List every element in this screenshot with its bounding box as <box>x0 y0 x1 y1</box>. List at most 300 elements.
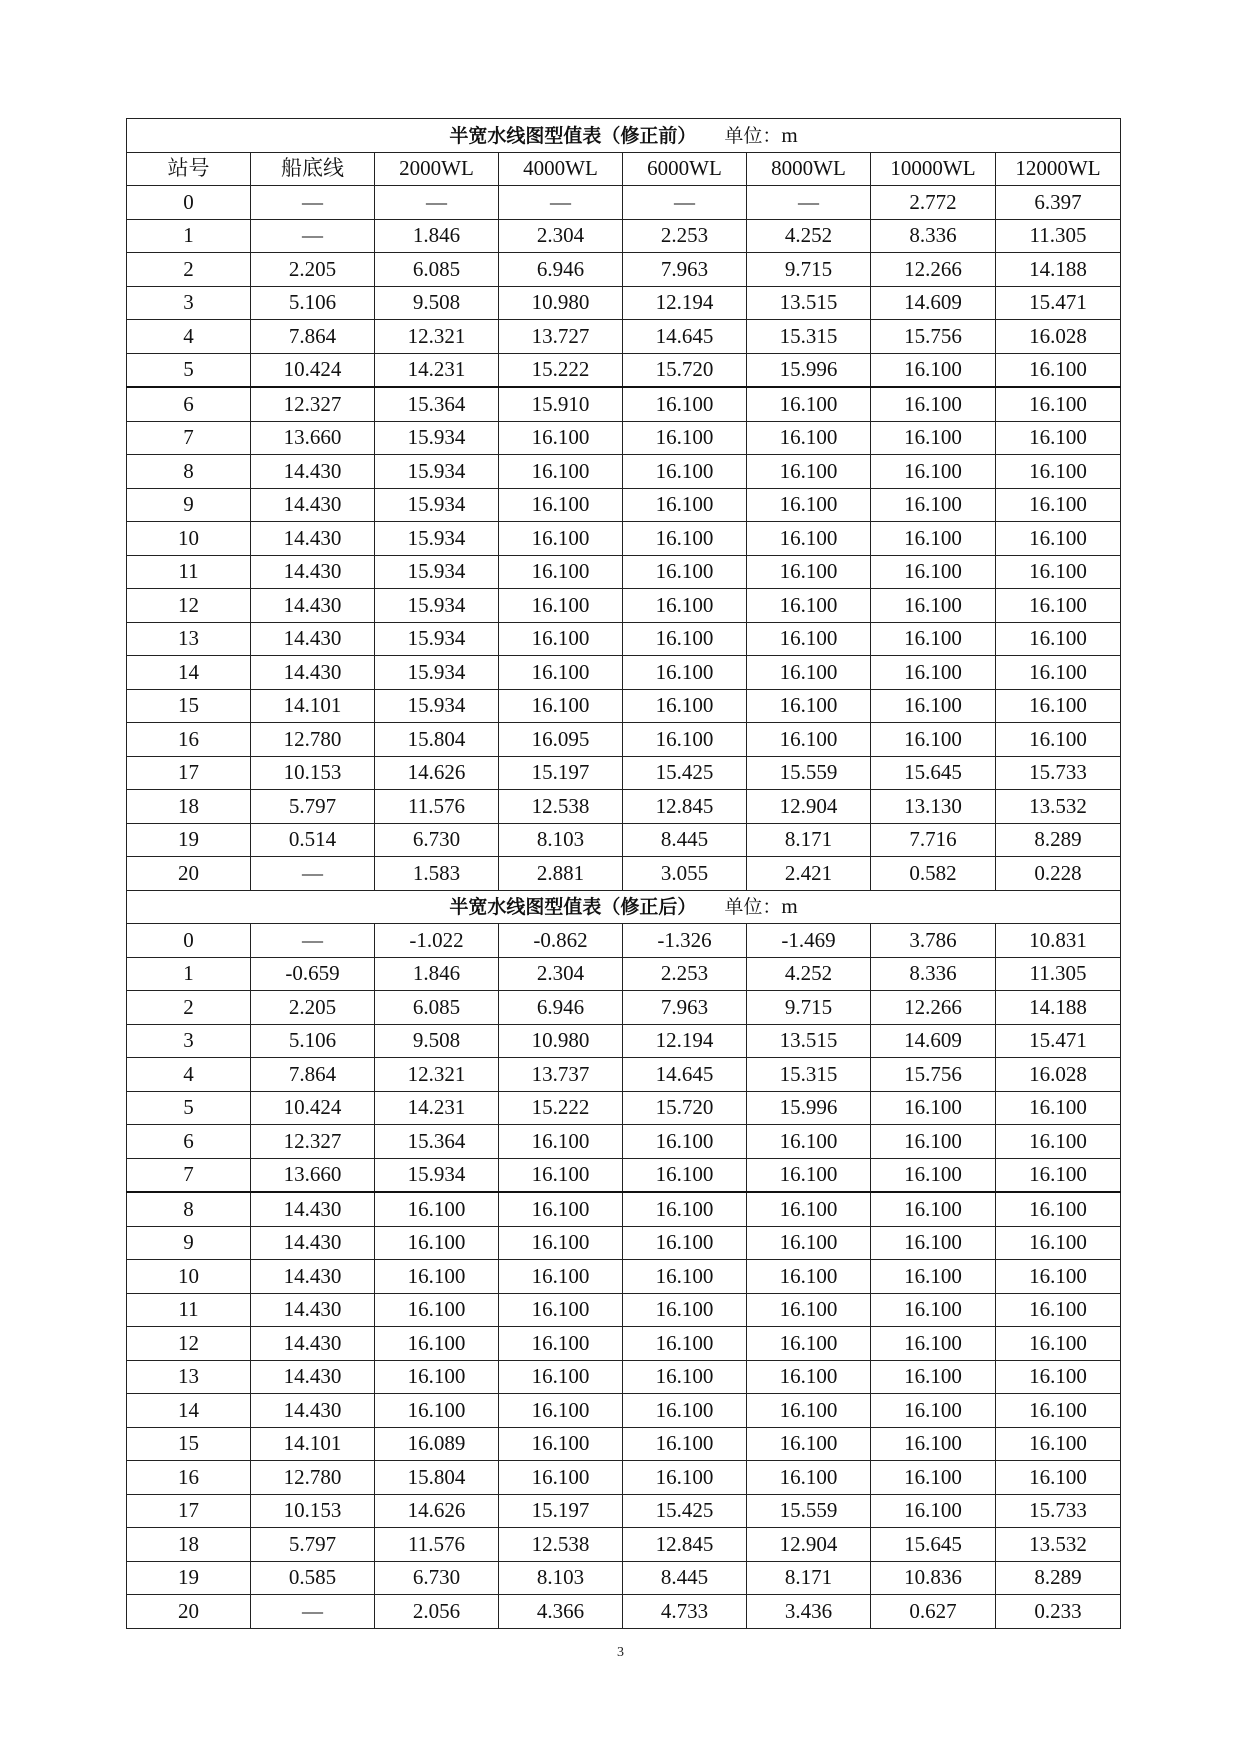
table-body <box>127 119 1121 1629</box>
table-row <box>127 957 1121 991</box>
table-row <box>127 823 1121 857</box>
offset-cell: 15.425 <box>623 756 747 790</box>
offset-cell: 13.737 <box>499 1058 623 1092</box>
offset-cell: 15.996 <box>747 1091 871 1125</box>
offset-cell: 8.336 <box>871 219 996 253</box>
offset-cell: 16.100 <box>623 1125 747 1159</box>
table-row <box>127 219 1121 253</box>
offset-cell: 11.305 <box>996 219 1121 253</box>
offset-cell: 16.100 <box>747 1461 871 1495</box>
offset-cell: 16.100 <box>996 1360 1121 1394</box>
offset-cell: — <box>747 186 871 220</box>
offset-cell: 16.100 <box>623 589 747 623</box>
offset-cell: 16.100 <box>996 1192 1121 1226</box>
offset-cell: 16.100 <box>871 1260 996 1294</box>
table-row <box>127 790 1121 824</box>
offset-cell: 16.100 <box>499 555 623 589</box>
offset-cell: 2.253 <box>623 219 747 253</box>
table-row <box>127 1293 1121 1327</box>
table1-unit: m <box>781 122 798 147</box>
offset-cell: 16.100 <box>747 1327 871 1361</box>
offset-cell: 16.100 <box>499 1461 623 1495</box>
offset-cell: 2.304 <box>499 219 623 253</box>
table-row <box>127 353 1121 387</box>
station-cell: 7 <box>127 421 251 455</box>
header-station: 站号 <box>127 152 251 186</box>
offset-cell: 16.100 <box>499 488 623 522</box>
station-cell: 13 <box>127 622 251 656</box>
offset-cell: 16.100 <box>499 656 623 690</box>
station-cell: 7 <box>127 1158 251 1192</box>
offset-cell: 14.626 <box>375 1494 499 1528</box>
offset-cell: 16.100 <box>499 689 623 723</box>
offset-cell: 15.934 <box>375 522 499 556</box>
offset-cell: 12.194 <box>623 286 747 320</box>
table-row <box>127 689 1121 723</box>
offset-cell: 12.845 <box>623 790 747 824</box>
offset-cell: 16.100 <box>747 1360 871 1394</box>
table1-header-row <box>127 152 1121 186</box>
offset-cell: 13.515 <box>747 1024 871 1058</box>
table-row <box>127 1595 1121 1629</box>
offset-cell: 8.445 <box>623 823 747 857</box>
table2-unit: m <box>781 894 798 919</box>
offset-cell: 15.934 <box>375 689 499 723</box>
offset-cell: 2.772 <box>871 186 996 220</box>
offset-cell: 16.100 <box>871 421 996 455</box>
station-cell: 2 <box>127 991 251 1025</box>
offset-cell: 15.645 <box>871 1528 996 1562</box>
offset-cell: 13.130 <box>871 790 996 824</box>
offset-cell: 14.609 <box>871 286 996 320</box>
station-cell: 0 <box>127 186 251 220</box>
offset-cell: 14.430 <box>251 1394 375 1428</box>
offset-cell: 16.028 <box>996 1058 1121 1092</box>
offset-cell: 15.934 <box>375 488 499 522</box>
table-row <box>127 857 1121 891</box>
offset-cell: 6.946 <box>499 991 623 1025</box>
offset-cell: 16.100 <box>375 1293 499 1327</box>
station-cell: 17 <box>127 1494 251 1528</box>
offset-cell: 14.430 <box>251 1327 375 1361</box>
offset-cell: -1.469 <box>747 924 871 958</box>
offset-cell: 14.231 <box>375 353 499 387</box>
offset-cell: 16.100 <box>871 387 996 421</box>
offset-cell: 0.585 <box>251 1561 375 1595</box>
offset-cell: 2.253 <box>623 957 747 991</box>
station-cell: 12 <box>127 1327 251 1361</box>
offset-cell: — <box>251 924 375 958</box>
offset-cell: 15.364 <box>375 387 499 421</box>
offset-cell: 16.100 <box>623 1293 747 1327</box>
station-cell: 9 <box>127 488 251 522</box>
offset-cell: 8.336 <box>871 957 996 991</box>
offset-cell: 8.103 <box>499 1561 623 1595</box>
offset-cell: 14.430 <box>251 1293 375 1327</box>
station-cell: 15 <box>127 689 251 723</box>
offset-cell: 16.100 <box>871 1494 996 1528</box>
offset-cell: 16.100 <box>747 555 871 589</box>
offset-cell: 16.100 <box>871 353 996 387</box>
station-cell: 12 <box>127 589 251 623</box>
offset-cell: 16.100 <box>747 689 871 723</box>
offset-cell: 0.233 <box>996 1595 1121 1629</box>
offset-cell: 14.430 <box>251 555 375 589</box>
offset-cell: 13.532 <box>996 1528 1121 1562</box>
table-row <box>127 1226 1121 1260</box>
offset-cell: 2.205 <box>251 253 375 287</box>
offset-cell: 0.228 <box>996 857 1121 891</box>
station-cell: 1 <box>127 957 251 991</box>
offset-cell: 3.436 <box>747 1595 871 1629</box>
offset-cell: 2.205 <box>251 991 375 1025</box>
offset-cell: 16.100 <box>623 656 747 690</box>
station-cell: 11 <box>127 1293 251 1327</box>
table-row <box>127 522 1121 556</box>
station-cell: 16 <box>127 1461 251 1495</box>
table-row <box>127 991 1121 1025</box>
offset-cell: 15.934 <box>375 455 499 489</box>
offset-cell: 16.100 <box>871 1327 996 1361</box>
offset-cell: 16.100 <box>623 1394 747 1428</box>
offset-cell: 16.100 <box>996 488 1121 522</box>
offset-cell: 14.645 <box>623 1058 747 1092</box>
offset-cell: 11.576 <box>375 790 499 824</box>
offset-cell: 6.730 <box>375 823 499 857</box>
offsets-table <box>126 118 1121 1629</box>
station-cell: 6 <box>127 1125 251 1159</box>
table2-title-cell <box>127 890 1121 924</box>
offset-cell: 16.100 <box>623 1461 747 1495</box>
offset-cell: 8.445 <box>623 1561 747 1595</box>
offset-cell: 14.645 <box>623 320 747 354</box>
offset-cell: 10.980 <box>499 286 623 320</box>
offset-cell: 15.222 <box>499 353 623 387</box>
offset-cell: 15.197 <box>499 1494 623 1528</box>
offset-cell: 16.100 <box>871 1461 996 1495</box>
offset-cell: 14.188 <box>996 253 1121 287</box>
offset-cell: 4.366 <box>499 1595 623 1629</box>
table1-unit-label: 单位： <box>724 124 782 147</box>
offset-cell: 16.100 <box>996 1293 1121 1327</box>
table-row <box>127 1158 1121 1192</box>
offset-cell: 14.188 <box>996 991 1121 1025</box>
offset-cell: 9.508 <box>375 286 499 320</box>
offset-cell: 16.100 <box>747 1192 871 1226</box>
offset-cell: 12.321 <box>375 320 499 354</box>
station-cell: 2 <box>127 253 251 287</box>
offset-cell: 12.780 <box>251 723 375 757</box>
table-row <box>127 1494 1121 1528</box>
station-cell: 19 <box>127 1561 251 1595</box>
offset-cell: 13.727 <box>499 320 623 354</box>
table-row <box>127 589 1121 623</box>
offset-cell: 15.910 <box>499 387 623 421</box>
table-row <box>127 1024 1121 1058</box>
station-cell: 9 <box>127 1226 251 1260</box>
offset-cell: 16.100 <box>747 1394 871 1428</box>
offset-cell: -0.862 <box>499 924 623 958</box>
offset-cell: 16.100 <box>996 589 1121 623</box>
offset-cell: 13.515 <box>747 286 871 320</box>
offset-cell: 16.100 <box>747 488 871 522</box>
offset-cell: 3.786 <box>871 924 996 958</box>
table-row <box>127 756 1121 790</box>
header-4000wl: 4000WL <box>499 152 623 186</box>
offset-cell: 16.100 <box>871 723 996 757</box>
offset-cell: 12.327 <box>251 387 375 421</box>
offset-cell: 14.101 <box>251 689 375 723</box>
offset-cell: 8.171 <box>747 1561 871 1595</box>
offset-cell: 16.100 <box>747 589 871 623</box>
offset-cell: 7.963 <box>623 991 747 1025</box>
offset-cell: 16.100 <box>499 522 623 556</box>
offset-cell: 13.532 <box>996 790 1121 824</box>
offset-cell: 15.559 <box>747 756 871 790</box>
station-cell: 14 <box>127 656 251 690</box>
offset-cell: 16.100 <box>623 1192 747 1226</box>
offset-cell: — <box>499 186 623 220</box>
offset-cell: 16.100 <box>499 1158 623 1192</box>
offset-cell: 8.289 <box>996 1561 1121 1595</box>
offset-cell: 6.085 <box>375 253 499 287</box>
header-8000wl: 8000WL <box>747 152 871 186</box>
offset-cell: 16.100 <box>375 1260 499 1294</box>
offset-cell: 8.103 <box>499 823 623 857</box>
offset-cell: 15.934 <box>375 1158 499 1192</box>
offset-cell: 15.756 <box>871 320 996 354</box>
offset-cell: 14.430 <box>251 589 375 623</box>
station-cell: 10 <box>127 1260 251 1294</box>
table-row <box>127 286 1121 320</box>
offset-cell: — <box>375 186 499 220</box>
station-cell: 14 <box>127 1394 251 1428</box>
table-row <box>127 253 1121 287</box>
offset-cell: 13.660 <box>251 1158 375 1192</box>
offset-cell: 7.716 <box>871 823 996 857</box>
station-cell: 13 <box>127 1360 251 1394</box>
offset-cell: 12.266 <box>871 253 996 287</box>
offset-cell: 16.100 <box>623 1260 747 1294</box>
offset-cell: 16.100 <box>996 421 1121 455</box>
offset-cell: 9.715 <box>747 991 871 1025</box>
offset-cell: 1.846 <box>375 957 499 991</box>
table-row <box>127 1260 1121 1294</box>
offset-cell: 16.100 <box>996 1226 1121 1260</box>
offset-cell: 15.645 <box>871 756 996 790</box>
offset-cell: 13.660 <box>251 421 375 455</box>
table-row <box>127 1427 1121 1461</box>
offset-cell: 16.100 <box>623 723 747 757</box>
station-cell: 4 <box>127 320 251 354</box>
offset-cell: 16.100 <box>996 656 1121 690</box>
offset-cell: 16.100 <box>747 1226 871 1260</box>
station-cell: 16 <box>127 723 251 757</box>
offset-cell: 16.100 <box>623 1158 747 1192</box>
table-row <box>127 1125 1121 1159</box>
table1-title-cell <box>127 119 1121 153</box>
offset-cell: -0.659 <box>251 957 375 991</box>
offset-cell: 7.963 <box>623 253 747 287</box>
offset-cell: 16.100 <box>871 455 996 489</box>
table-row <box>127 924 1121 958</box>
offset-cell: 16.100 <box>623 689 747 723</box>
offset-cell: 16.100 <box>623 1327 747 1361</box>
offset-cell: 9.508 <box>375 1024 499 1058</box>
offset-cell: 16.100 <box>996 723 1121 757</box>
offset-cell: 15.733 <box>996 756 1121 790</box>
offset-cell: 16.100 <box>996 689 1121 723</box>
offset-cell: 6.397 <box>996 186 1121 220</box>
offset-cell: 15.804 <box>375 1461 499 1495</box>
offset-cell: 16.100 <box>996 1091 1121 1125</box>
offset-cell: 1.583 <box>375 857 499 891</box>
offset-cell: 16.100 <box>747 1427 871 1461</box>
table1-title: 半宽水线图型值表（修正前） <box>449 124 697 147</box>
offset-cell: 6.946 <box>499 253 623 287</box>
offset-cell: 4.252 <box>747 957 871 991</box>
offset-cell: — <box>251 857 375 891</box>
offset-cell: 15.756 <box>871 1058 996 1092</box>
offset-cell: 16.100 <box>747 1293 871 1327</box>
offset-cell: 15.996 <box>747 353 871 387</box>
table-row <box>127 723 1121 757</box>
station-cell: 18 <box>127 790 251 824</box>
station-cell: 3 <box>127 286 251 320</box>
table-row <box>127 1528 1121 1562</box>
offset-cell: 16.100 <box>499 622 623 656</box>
table-row <box>127 622 1121 656</box>
offset-cell: 16.100 <box>375 1360 499 1394</box>
offset-cell: 12.194 <box>623 1024 747 1058</box>
offset-cell: -1.326 <box>623 924 747 958</box>
offset-cell: -1.022 <box>375 924 499 958</box>
station-cell: 1 <box>127 219 251 253</box>
offset-cell: 16.100 <box>871 1394 996 1428</box>
offset-cell: 14.430 <box>251 1360 375 1394</box>
offset-cell: 12.904 <box>747 790 871 824</box>
offset-cell: 16.100 <box>871 555 996 589</box>
offset-cell: 15.720 <box>623 1091 747 1125</box>
offset-cell: 15.471 <box>996 1024 1121 1058</box>
table-row <box>127 1058 1121 1092</box>
table-row <box>127 1461 1121 1495</box>
offset-cell: 15.720 <box>623 353 747 387</box>
offset-cell: 16.100 <box>499 1394 623 1428</box>
station-cell: 18 <box>127 1528 251 1562</box>
offset-cell: 16.100 <box>747 522 871 556</box>
offset-cell: 16.100 <box>623 1226 747 1260</box>
offset-cell: 15.934 <box>375 421 499 455</box>
station-cell: 5 <box>127 1091 251 1125</box>
station-cell: 4 <box>127 1058 251 1092</box>
offset-cell: 16.100 <box>623 555 747 589</box>
offset-cell: 12.321 <box>375 1058 499 1092</box>
offset-cell: 15.934 <box>375 589 499 623</box>
station-cell: 8 <box>127 1192 251 1226</box>
offset-cell: 16.100 <box>375 1327 499 1361</box>
offset-cell: 16.100 <box>747 1125 871 1159</box>
offset-cell: 14.430 <box>251 1226 375 1260</box>
station-cell: 5 <box>127 353 251 387</box>
offset-cell: 12.327 <box>251 1125 375 1159</box>
offset-cell: 16.100 <box>871 1293 996 1327</box>
header-bottom-line: 船底线 <box>251 152 375 186</box>
offset-cell: 15.934 <box>375 656 499 690</box>
offset-cell: 14.609 <box>871 1024 996 1058</box>
offset-cell: 16.100 <box>871 689 996 723</box>
station-cell: 15 <box>127 1427 251 1461</box>
offset-cell: 16.100 <box>499 1327 623 1361</box>
offset-cell: 16.100 <box>996 622 1121 656</box>
offset-cell: 16.100 <box>747 1158 871 1192</box>
offset-cell: 16.100 <box>996 1461 1121 1495</box>
offset-cell: 16.100 <box>499 1260 623 1294</box>
table-row <box>127 186 1121 220</box>
table-row <box>127 320 1121 354</box>
offset-cell: 16.100 <box>499 421 623 455</box>
offset-cell: 11.305 <box>996 957 1121 991</box>
header-10000wl: 10000WL <box>871 152 996 186</box>
offset-cell: 16.100 <box>996 1427 1121 1461</box>
station-cell: 11 <box>127 555 251 589</box>
table-row <box>127 1394 1121 1428</box>
table-row <box>127 1561 1121 1595</box>
offset-cell: 14.231 <box>375 1091 499 1125</box>
offset-cell: 15.471 <box>996 286 1121 320</box>
offset-cell: 16.100 <box>871 488 996 522</box>
offset-cell: 0.514 <box>251 823 375 857</box>
table-row <box>127 1091 1121 1125</box>
offset-cell: 16.100 <box>623 455 747 489</box>
offset-cell: 16.100 <box>871 1226 996 1260</box>
page-number: 3 <box>617 1645 624 1660</box>
offset-cell: 5.797 <box>251 1528 375 1562</box>
offset-cell: 12.904 <box>747 1528 871 1562</box>
offset-cell: 14.430 <box>251 656 375 690</box>
station-cell: 19 <box>127 823 251 857</box>
offset-cell: 14.430 <box>251 488 375 522</box>
station-cell: 6 <box>127 387 251 421</box>
offset-cell: 16.100 <box>623 387 747 421</box>
offset-cell: 15.315 <box>747 1058 871 1092</box>
offset-cell: 16.100 <box>747 622 871 656</box>
offset-cell: 14.430 <box>251 522 375 556</box>
offset-cell: 16.100 <box>871 522 996 556</box>
header-12000wl: 12000WL <box>996 152 1121 186</box>
offset-cell: 14.430 <box>251 455 375 489</box>
offset-cell: 4.733 <box>623 1595 747 1629</box>
offset-cell: 8.289 <box>996 823 1121 857</box>
offset-cell: 10.836 <box>871 1561 996 1595</box>
station-cell: 8 <box>127 455 251 489</box>
offset-cell: 16.100 <box>996 1125 1121 1159</box>
offset-cell: 2.881 <box>499 857 623 891</box>
table-row <box>127 455 1121 489</box>
station-cell: 17 <box>127 756 251 790</box>
offset-cell: 15.222 <box>499 1091 623 1125</box>
offset-cell: 12.780 <box>251 1461 375 1495</box>
offset-cell: 16.089 <box>375 1427 499 1461</box>
offset-cell: 15.315 <box>747 320 871 354</box>
offset-cell: 16.100 <box>996 1394 1121 1428</box>
offset-cell: 16.100 <box>499 1360 623 1394</box>
offset-cell: 16.100 <box>623 622 747 656</box>
station-cell: 20 <box>127 1595 251 1629</box>
offset-cell: 16.100 <box>747 455 871 489</box>
offset-cell: 2.421 <box>747 857 871 891</box>
offset-cell: 9.715 <box>747 253 871 287</box>
